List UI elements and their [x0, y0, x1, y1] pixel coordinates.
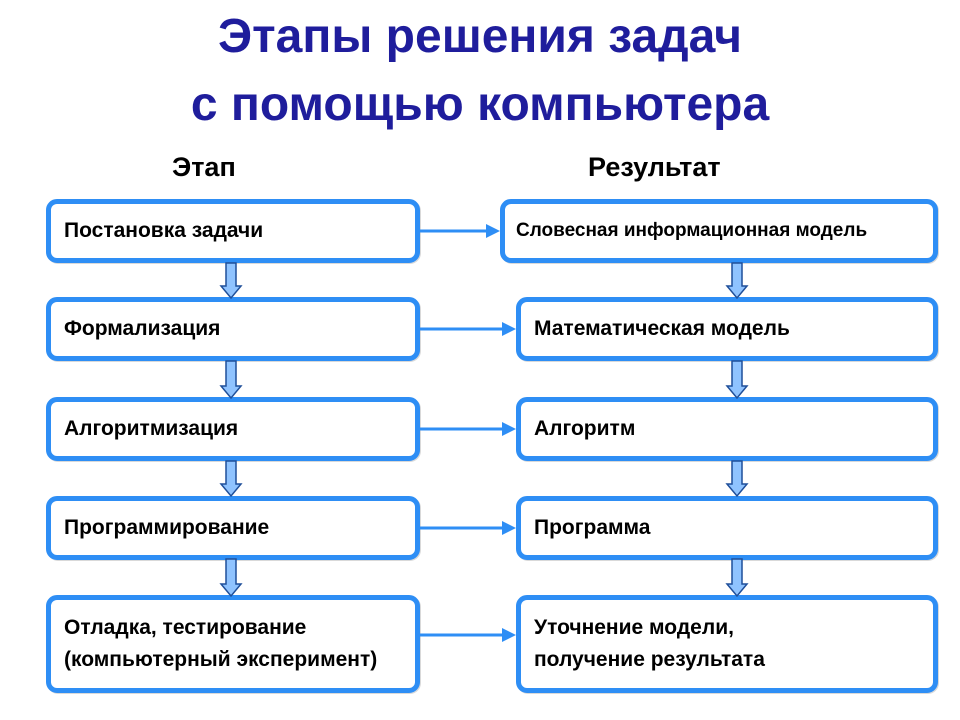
- stage-label-5-line-2: (компьютерный эксперимент): [64, 648, 378, 671]
- result-box-1: [500, 199, 938, 263]
- stage-box-1: [46, 199, 420, 263]
- right-arrow-icon: [420, 221, 502, 241]
- result-box-3: [516, 397, 938, 461]
- down-arrow-icon: [725, 558, 749, 598]
- down-arrow-icon: [219, 360, 243, 400]
- result-box-2: [516, 297, 938, 361]
- stage-label-5-line-1: Отладка, тестирование: [64, 616, 307, 639]
- title-line-2: с помощью компьютера: [190, 78, 770, 131]
- result-box-4: [516, 496, 938, 560]
- right-arrow-icon: [420, 419, 518, 439]
- stage-box-3: [46, 397, 420, 461]
- down-arrow-icon: [725, 262, 749, 300]
- result-label-3: Алгоритм: [534, 417, 636, 440]
- result-column-header: Результат: [588, 152, 721, 182]
- stage-label-4: Программирование: [64, 516, 270, 539]
- result-label-2: Математическая модель: [534, 317, 790, 340]
- result-label-1: Словесная информационная модель: [516, 220, 868, 241]
- right-arrow-icon: [420, 625, 518, 645]
- result-label-4: Программа: [534, 516, 651, 539]
- down-arrow-icon: [219, 262, 243, 300]
- result-box-5: [516, 595, 938, 693]
- stage-label-3: Алгоритмизация: [64, 417, 239, 440]
- result-label-5-line-2: получение результата: [534, 648, 765, 671]
- down-arrow-icon: [219, 460, 243, 498]
- stage-column-header: Этап: [172, 152, 236, 182]
- right-arrow-icon: [420, 518, 518, 538]
- stage-box-2: [46, 297, 420, 361]
- stage-box-4: [46, 496, 420, 560]
- stage-box-5: [46, 595, 420, 693]
- title-line-1: Этапы решения задач: [218, 10, 742, 63]
- stage-label-1: Постановка задачи: [64, 219, 264, 242]
- right-arrow-icon: [420, 319, 518, 339]
- down-arrow-icon: [725, 360, 749, 400]
- result-label-5-line-1: Уточнение модели,: [534, 616, 734, 639]
- down-arrow-icon: [725, 460, 749, 498]
- stage-label-2: Формализация: [64, 317, 221, 340]
- down-arrow-icon: [219, 558, 243, 598]
